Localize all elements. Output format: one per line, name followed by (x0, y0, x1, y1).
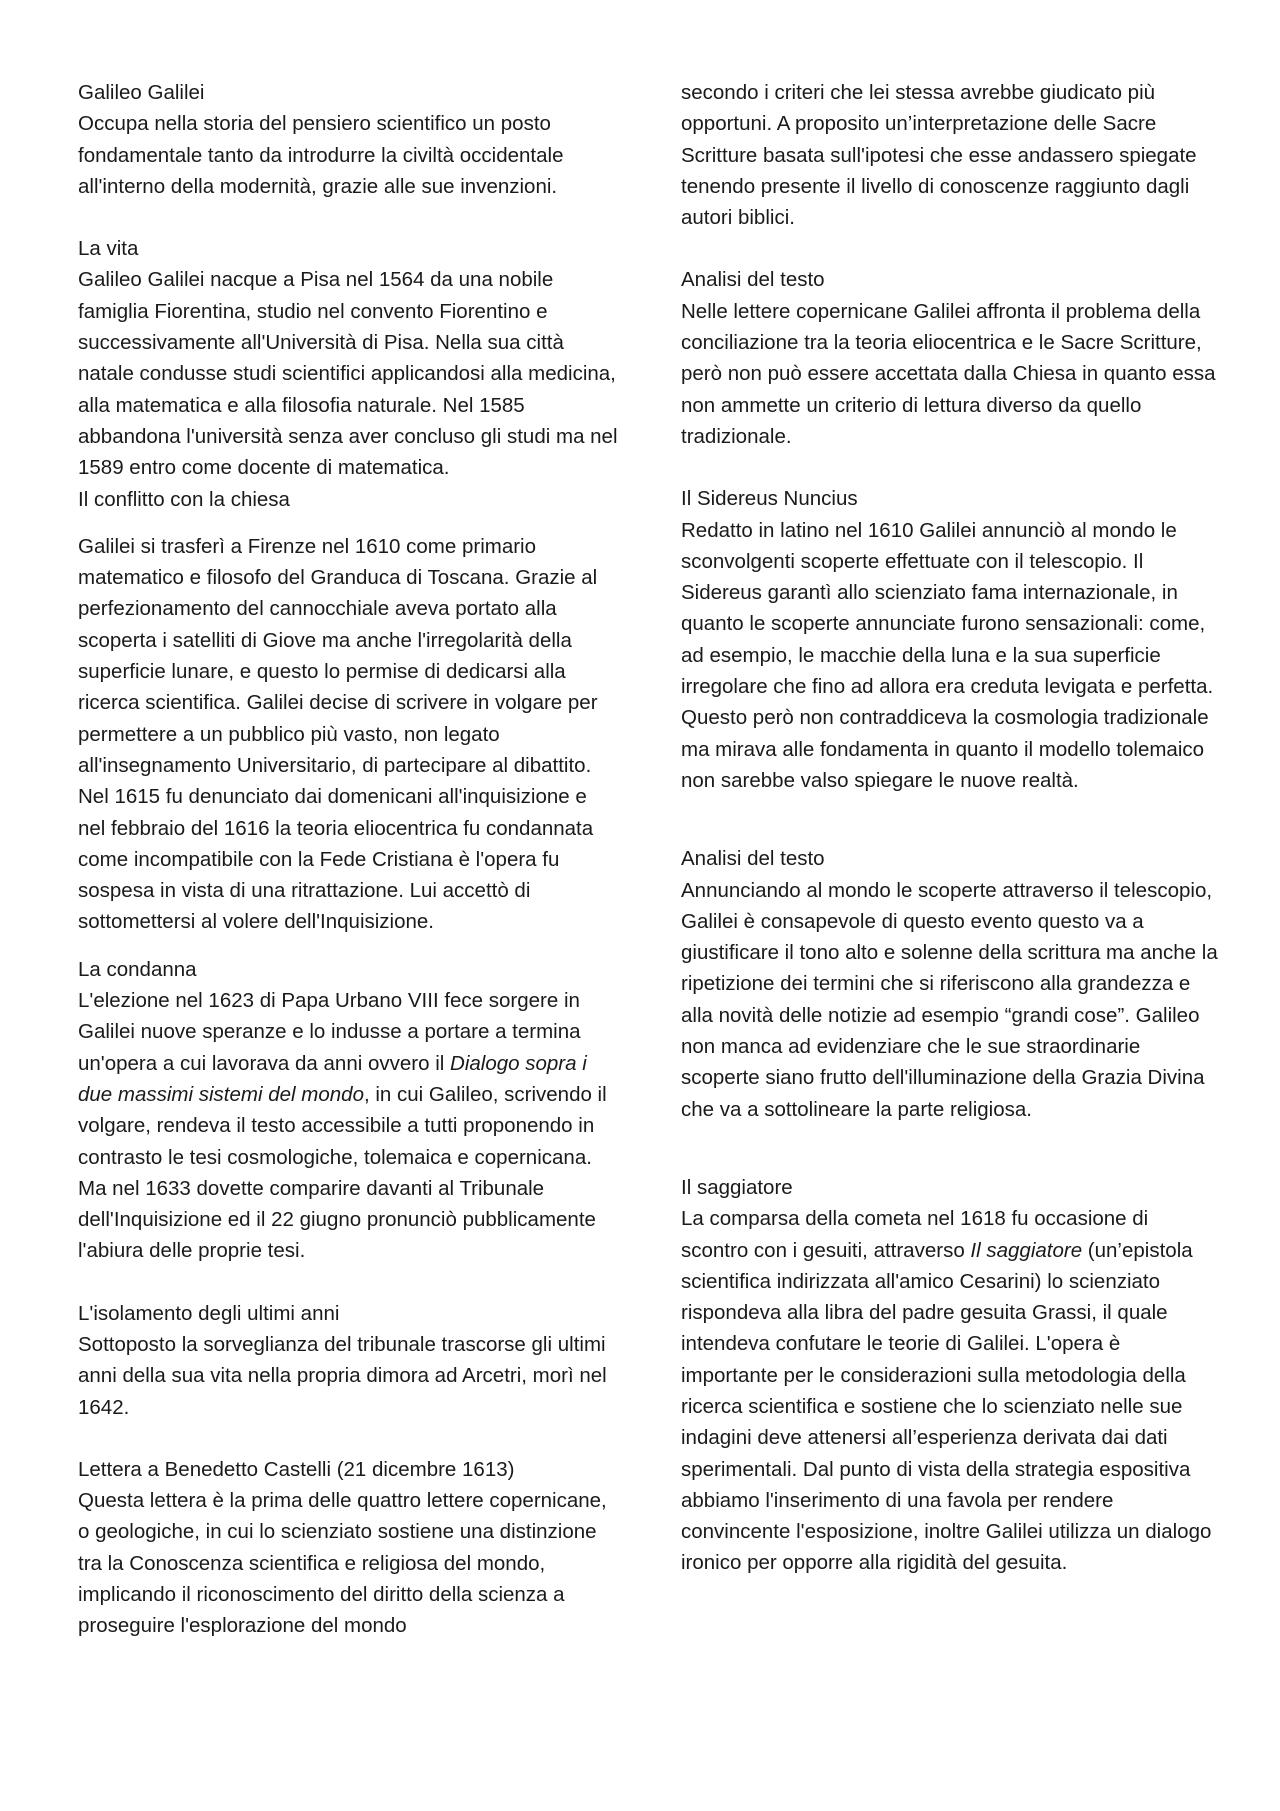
section-intro (78, 77, 618, 202)
section-title: Il Sidereus Nuncius (681, 487, 858, 511)
section-title: Il saggiatore (681, 1175, 793, 1199)
section-text: Annunciando al mondo le scoperte attraverso il telescopio, Galilei è consapevole di questo evento questo va a giustificare il tono alto e solenne della scrittura ma anche la ripetizione dei termini che si riferiscono alla grandezza e alla novità delle notizie ad esempio “grandi cose”. Galileo non manca ad evidenziare che le sue straordinarie scoperte siano frutto dell'illuminazione della Grazia Divina che va a sottolineare la parte religiosa. (681, 878, 1218, 1121)
left-column (78, 77, 618, 1642)
section-text: Sottoposto la sorveglianza del tribunale trascorse gli ultimi anni della sua vita nella propria dimora ad Arcetri, morì nel 1642. (78, 1332, 607, 1419)
section-vita (78, 233, 618, 515)
work-title: Dialogo sopra i due massimi sistemi del mondo (78, 1051, 587, 1106)
work-title: Il saggiatore (970, 1238, 1083, 1262)
section-text: Questa lettera è la prima delle quattro lettere copernicane, o geologiche, in cui lo scienziato sostiene una distinzione tra la Conoscenza scientifica e religiosa del mondo, implicando il riconoscimento del diritto della scienza a proseguire l'esplorazione del mondo (78, 1489, 607, 1638)
section-conflitto (78, 531, 618, 938)
section-analisi-2 (681, 843, 1221, 1125)
section-title: Lettera a Benedetto Castelli (21 dicembre 1613) (78, 1457, 515, 1481)
section-text: secondo i criteri che lei stessa avrebbe giudicato più opportuni. A proposito un’interpretazione delle Sacre Scritture basata sull'ipotesi che esse andassero spiegate tenendo presente il livello di conoscenze raggiunto dagli autori biblici. (681, 81, 1197, 230)
section-title: Analisi del testo (681, 268, 825, 292)
section-lettera-continued (681, 77, 1221, 233)
section-sidereus (681, 483, 1221, 796)
section-title: La vita (78, 237, 139, 261)
section-text (78, 985, 618, 1267)
section-title: La condanna (78, 957, 197, 981)
section-text (681, 1203, 1221, 1579)
section-title: Analisi del testo (681, 847, 825, 871)
text-before: L'elezione nel 1623 di Papa Urbano VIII fece sorgere in Galilei nuove speranze e lo indusse a portare a termina un'opera a cui lavorava da anni ovvero il (78, 989, 581, 1075)
section-text: Nelle lettere copernicane Galilei affronta il problema della conciliazione tra la teoria eliocentrica e le Sacre Scritture, però non può essere accettata dalla Chiesa in quanto essa non ammette un criterio di lettura diverso da quello tradizionale. (681, 299, 1216, 448)
text-before: La comparsa della cometa nel 1618 fu occasione di scontro con i gesuiti, attraverso (681, 1207, 1149, 1262)
section-title: Galileo Galilei (78, 81, 205, 104)
section-text: Occupa nella storia del pensiero scientifico un posto fondamentale tanto da introdurre la civiltà occidentale all'interno della modernità, grazie alle sue invenzioni. (78, 112, 564, 198)
text-after: (un’epistola scientifica indirizzata all'amico Cesarini) lo scienziato rispondeva alla libra del padre gesuita Grassi, il quale intendeva confutare le teorie di Galilei. L'opera è importante per le considerazioni sulla metodologia della ricerca scientifica e sostiene che lo scienziato nelle sue indagini deve attenersi all’esperienza derivata dai dati sperimentali. Dal punto di vista della strategia espositiva abbiamo l'inserimento di una favola per rendere convincente l'esposizione, inoltre Galilei utilizza un dialogo ironico per opporre alla rigidità del gesuita. (681, 1238, 1212, 1575)
section-analisi-1 (681, 264, 1221, 452)
section-title: Il conflitto con la chiesa (78, 487, 290, 511)
right-column (681, 77, 1221, 1579)
section-saggiatore (681, 1172, 1221, 1579)
text-after: , in cui Galileo, scrivendo il volgare, rendeva il testo accessibile a tutti proponendo in contrasto le tesi cosmologiche, tolemaica e copernicana. Ma nel 1633 dovette comparire davanti al Tribunale dell'Inquisizione ed il 22 giugno pronunciò pubblicamente l'abiura delle proprie tesi. (78, 1082, 607, 1263)
section-text: Redatto in latino nel 1610 Galilei annunciò al mondo le sconvolgenti scoperte effettuate con il telescopio. Il Sidereus garantì allo scienziato fama internazionale, in quanto le scoperte annunciate furono sensazionali: come, ad esempio, le macchie della luna e la sua superficie irregolare che fino ad allora era creduta levigata e perfetta. Questo però non contraddiceva la cosmologia tradizionale ma mirava alle fondamenta in quanto il modello tolemaico non sarebbe valso spiegare le nuove realtà. (681, 518, 1214, 792)
section-condanna (78, 954, 618, 1267)
section-text: Galilei si trasferì a Firenze nel 1610 come primario matematico e filosofo del Granduca di Toscana. Grazie al perfezionamento del cannocchiale aveva portato alla scoperta i satelliti di Giove ma anche l'irregolarità della superficie lunare, e questo lo permise di dedicarsi alla ricerca scientifica. Galilei decise di scrivere in volgare per permettere a un pubblico più vasto, non legato all'insegnamento Universitario, di partecipare al dibattito. Nel 1615 fu denunciato dai domenicani all'inquisizione e nel febbraio del 1616 la teoria eliocentrica fu condannata come incompatibile con la Fede Cristiana è l'opera fu sospesa in vista di una ritrattazione. Lui accettò di sottomettersi al volere dell'Inquisizione. (78, 534, 598, 934)
section-text: Galileo Galilei nacque a Pisa nel 1564 da una nobile famiglia Fiorentina, studio nel convento Fiorentino e successivamente all'Università di Pisa. Nella sua città natale condusse studi scientifici applicandosi alla medicina, alla matematica e alla filosofia naturale. Nel 1585 abbandona l'università senza aver concluso gli studi ma nel 1589 entro come docente di matematica. (78, 268, 618, 480)
section-isolamento (78, 1298, 618, 1423)
section-lettera (78, 1454, 618, 1642)
section-title: L'isolamento degli ultimi anni (78, 1301, 340, 1325)
